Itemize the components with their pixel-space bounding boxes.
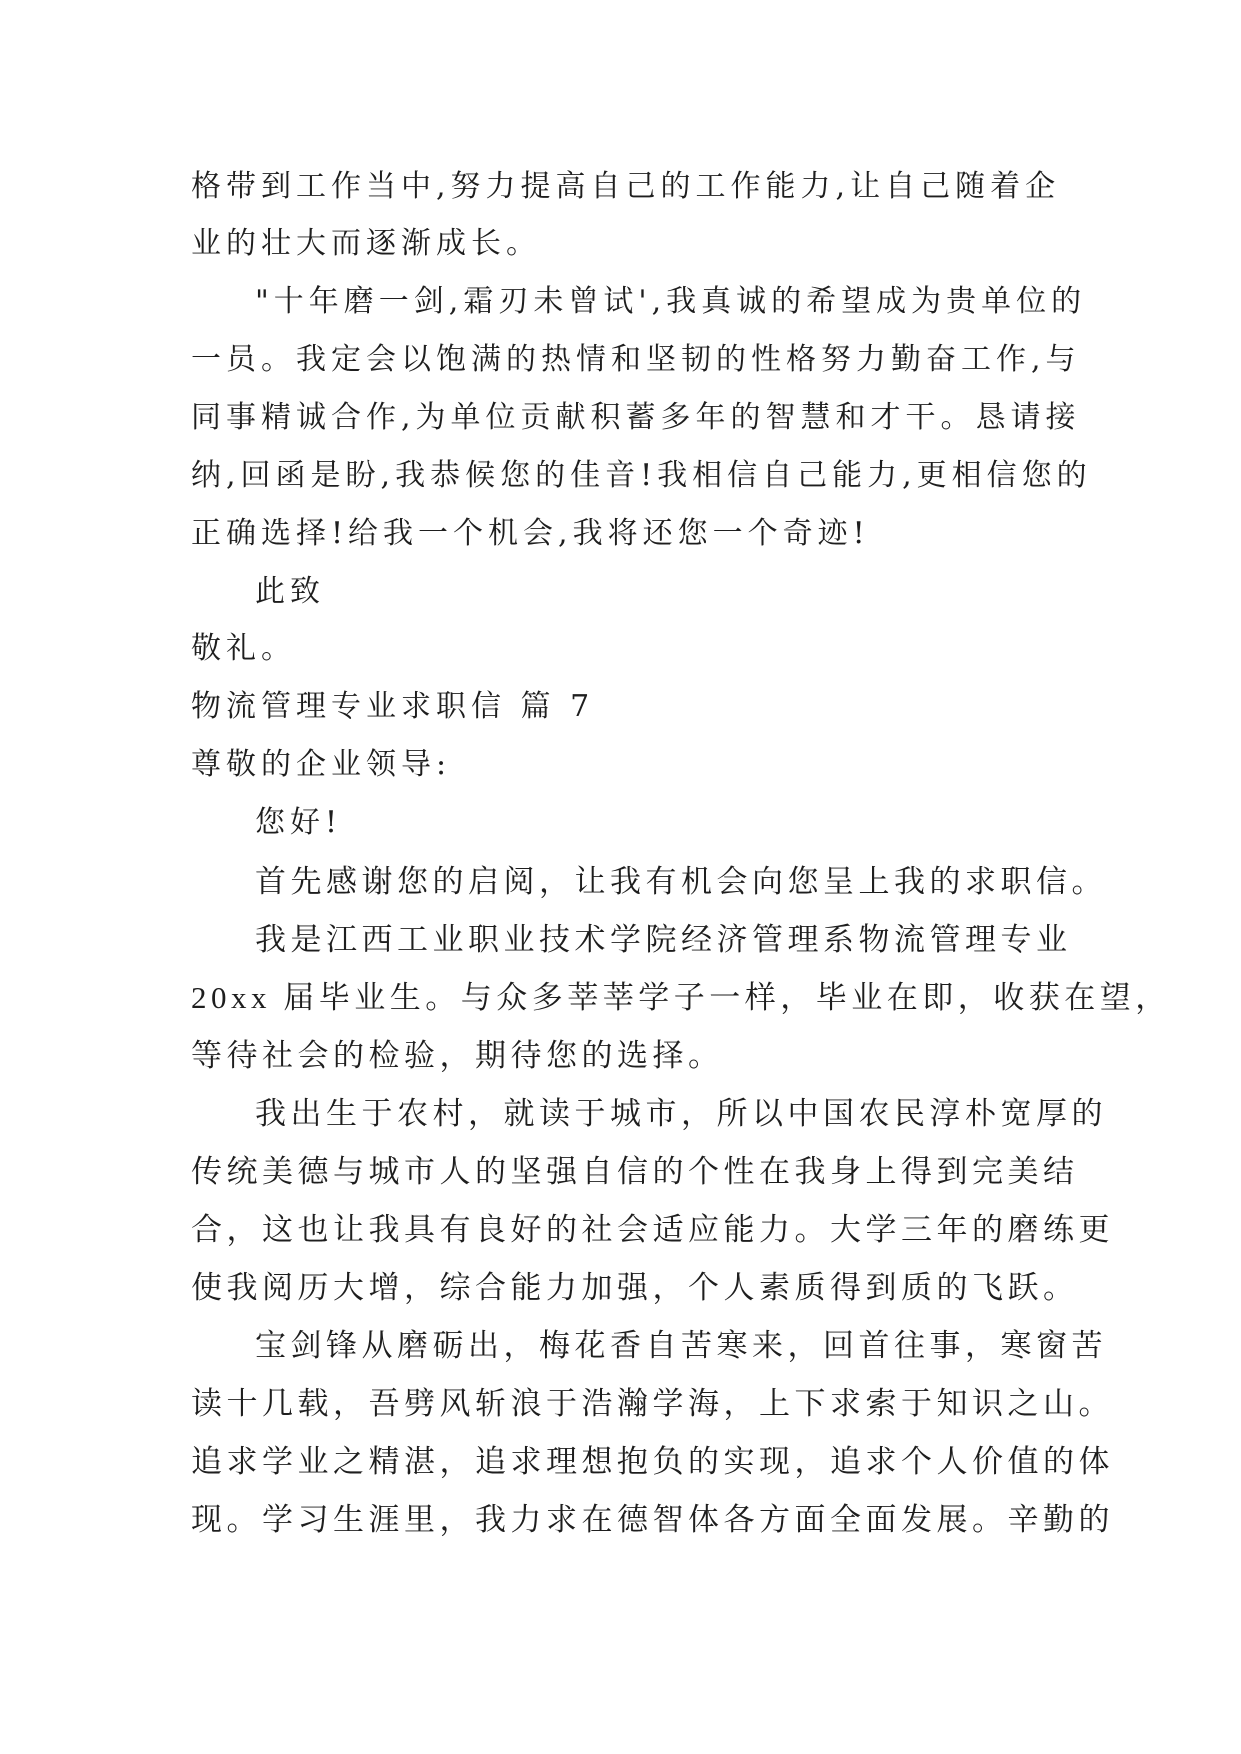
section-heading: 物流管理专业求职信 篇 7 bbox=[191, 689, 595, 724]
paragraph-line: 等待社会的检验，期待您的选择。 bbox=[191, 1038, 724, 1073]
paragraph-line: 追求学业之精湛，追求理想抱负的实现，追求个人价值的体 bbox=[191, 1444, 1114, 1479]
paragraph-line: 我出生于农村，就读于城市，所以中国农民淳朴宽厚的 bbox=[255, 1096, 1107, 1131]
paragraph-line: 首先感谢您的启阅，让我有机会向您呈上我的求职信。 bbox=[255, 864, 1107, 899]
paragraph-line: "十年磨一剑,霜刃未曾试',我真诚的希望成为贵单位的 bbox=[255, 284, 1087, 319]
paragraph-line: 读十几载，吾劈风斩浪于浩瀚学海，上下求索于知识之山。 bbox=[191, 1386, 1114, 1421]
closing-line: 敬礼。 bbox=[191, 631, 296, 666]
paragraph-line: 正确选择!给我一个机会,我将还您一个奇迹! bbox=[191, 516, 870, 551]
paragraph-line: 格带到工作当中,努力提高自己的工作能力,让自己随着企 bbox=[191, 169, 1061, 204]
paragraph-line: 传统美德与城市人的坚强自信的个性在我身上得到完美结 bbox=[191, 1154, 1079, 1189]
paragraph-line: 纳,回函是盼,我恭候您的佳音!我相信自己能力,更相信您的 bbox=[191, 458, 1092, 493]
paragraph-line: 同事精诚合作,为单位贡献积蓄多年的智慧和才干。恳请接 bbox=[191, 400, 1081, 435]
paragraph-line: 使我阅历大增，综合能力加强，个人素质得到质的飞跃。 bbox=[191, 1270, 1079, 1305]
closing-line: 此致 bbox=[255, 574, 325, 609]
greeting: 您好! bbox=[255, 805, 343, 840]
paragraph-line: 合，这也让我具有良好的社会适应能力。大学三年的磨练更 bbox=[191, 1212, 1114, 1247]
paragraph-line: 20xx 届毕业生。与众多莘莘学子一样，毕业在即，收获在望， bbox=[191, 980, 1171, 1015]
salutation: 尊敬的企业领导: bbox=[191, 747, 452, 782]
paragraph-line: 宝剑锋从磨砺出，梅花香自苦寒来，回首往事，寒窗苦 bbox=[255, 1328, 1107, 1363]
paragraph-line: 业的壮大而逐渐成长。 bbox=[191, 226, 541, 261]
paragraph-line: 现。学习生涯里，我力求在德智体各方面全面发展。辛勤的 bbox=[191, 1502, 1114, 1537]
paragraph-line: 我是江西工业职业技术学院经济管理系物流管理专业 bbox=[255, 922, 1072, 957]
paragraph-line: 一员。我定会以饱满的热情和坚韧的性格努力勤奋工作,与 bbox=[191, 342, 1081, 377]
